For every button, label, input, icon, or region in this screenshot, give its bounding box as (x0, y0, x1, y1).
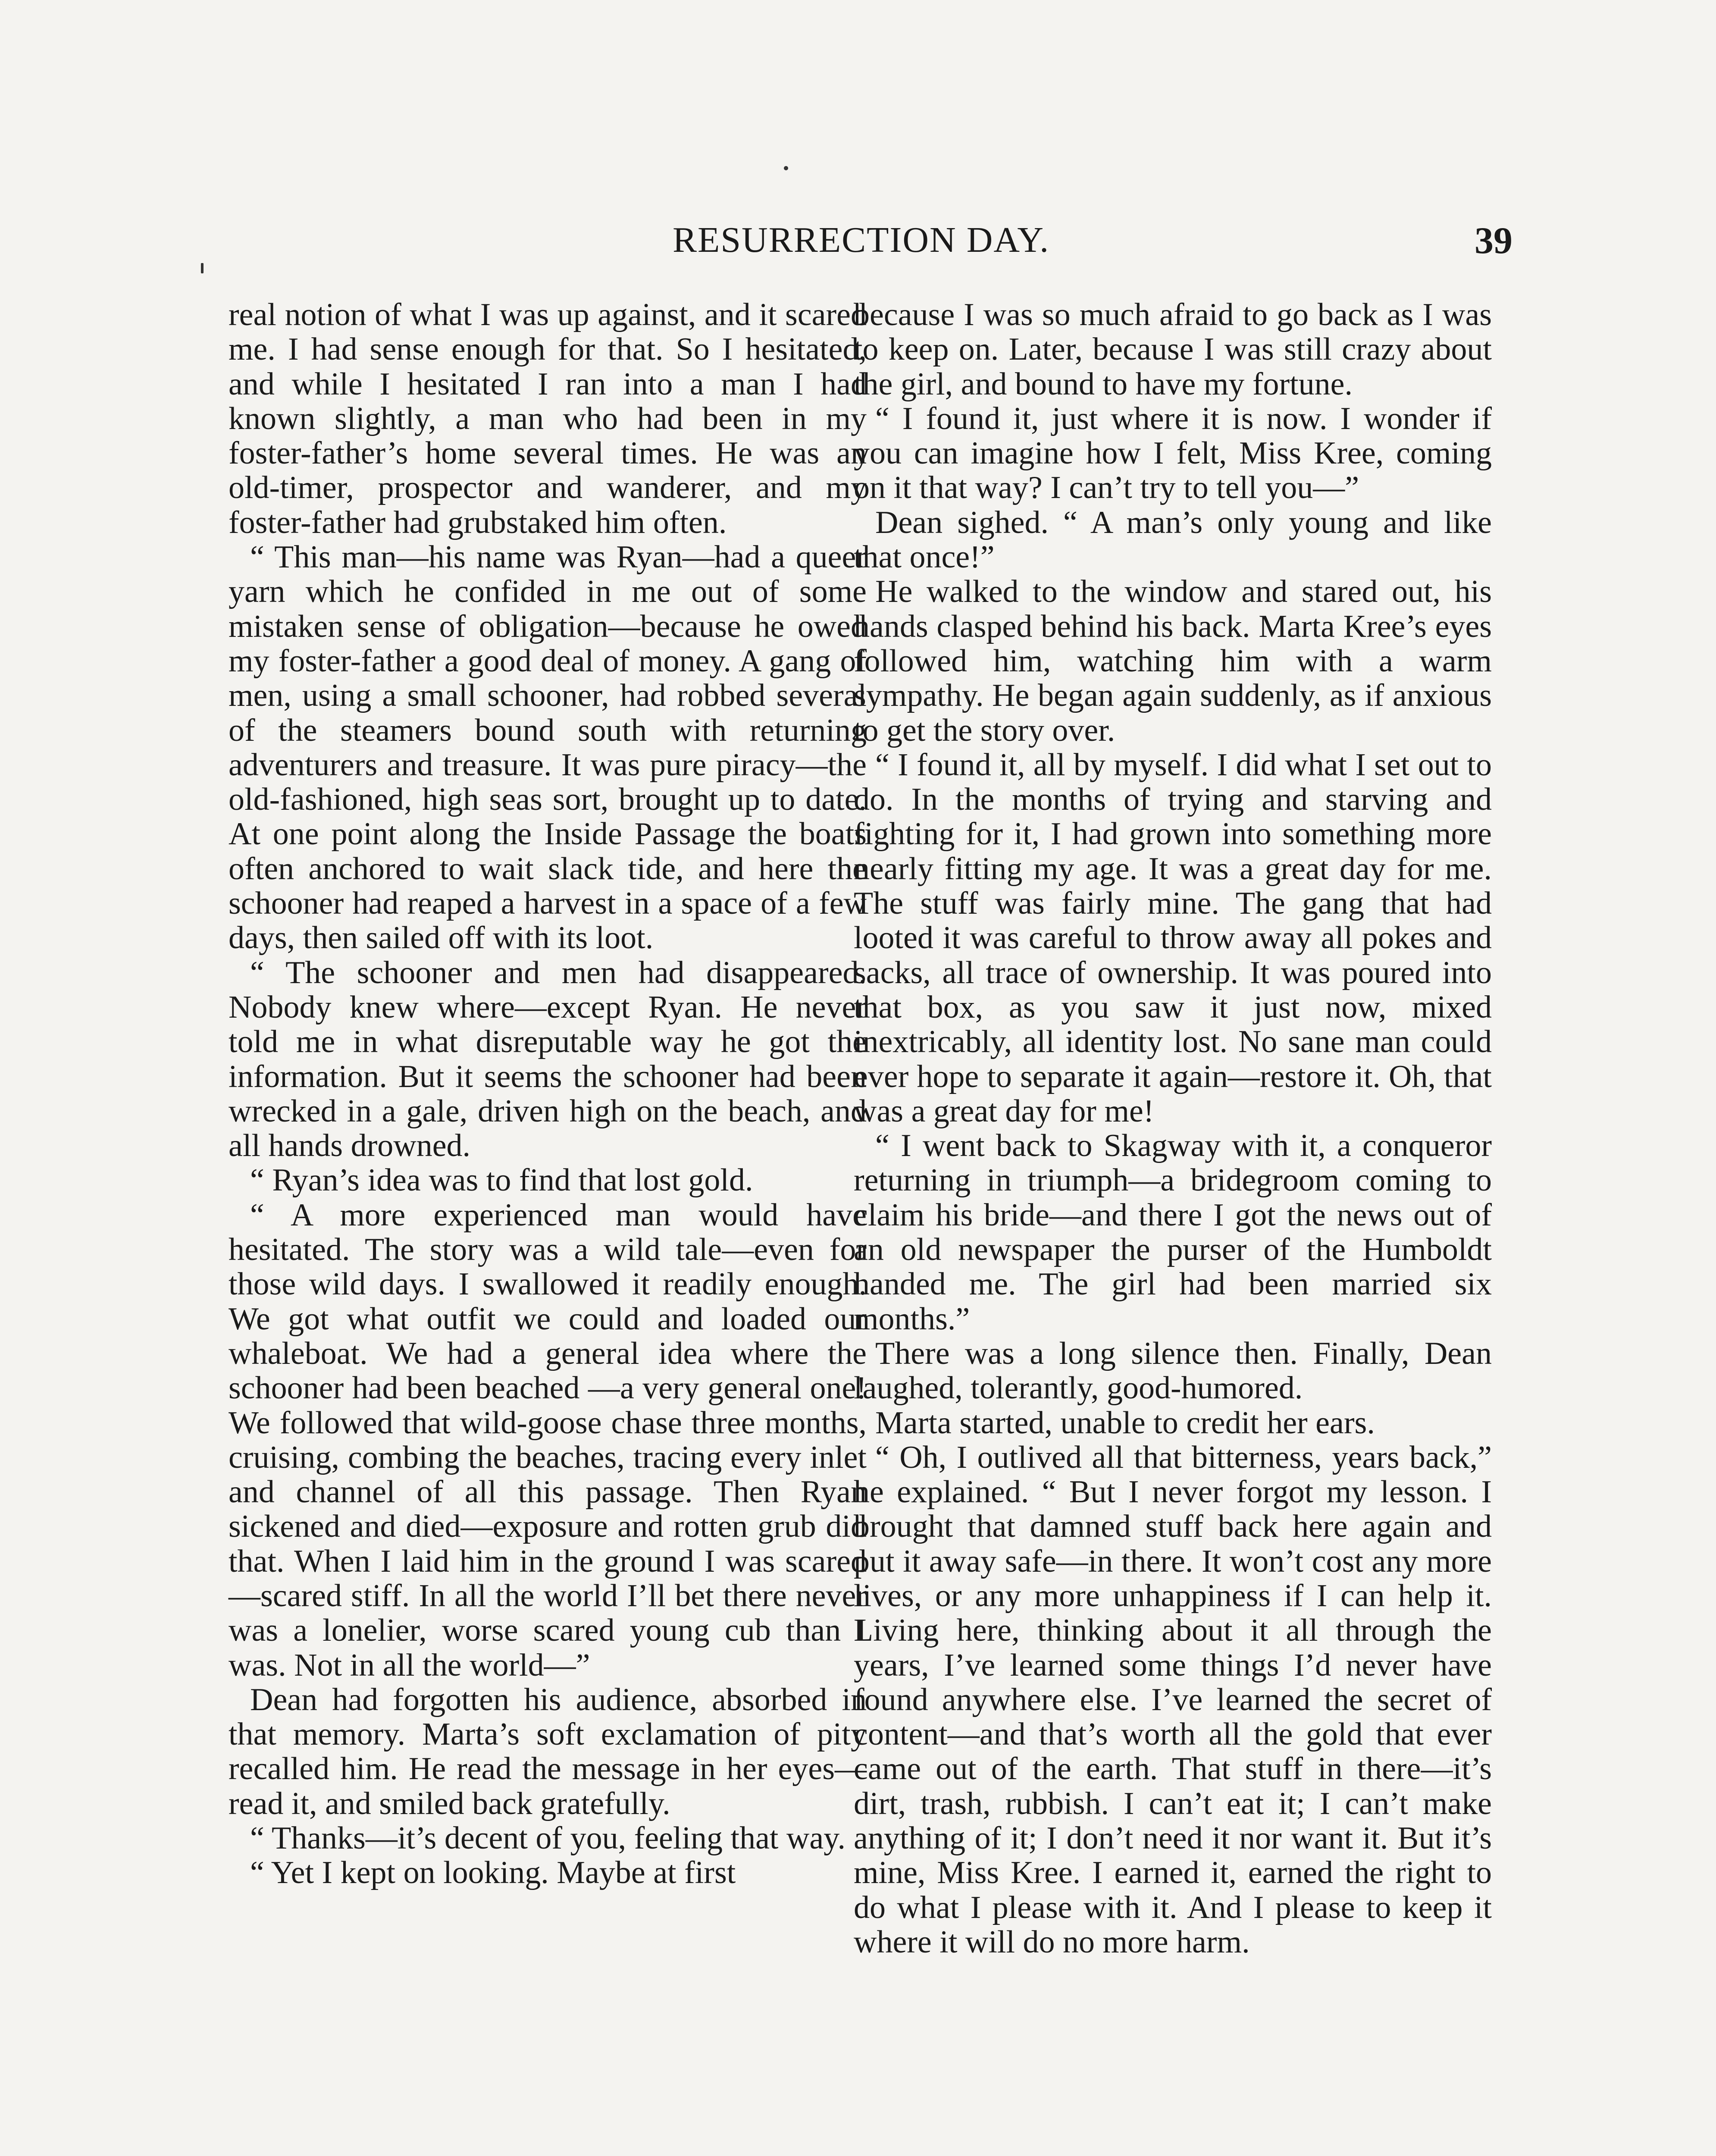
paragraph: “ This man—his name was Ryan—had a queer yarn which he confided in me out of some mistaken sense of obligation—because he owed my foster-father a good deal of money. A gang of men, using a small schooner, had robbed several of the steamers bound south with returning adventurers and treasure. It was pure piracy—the old-fashioned, high seas sort, brought up to date. At one point along the Inside Passage the boats often anchored to wait slack tide, and here the schooner had reaped a harvest in a space of a few days, then sailed off with its loot. (229, 539, 867, 956)
paragraph: “ The schooner and men had disappeared. Nobody knew where—except Ryan. He never told me in what disreputable way he got the information. But it seems the schooner had been wrecked in a gale, driven high on the beach, and all hands drowned. (229, 955, 867, 1164)
paragraph: “ I found it, all by myself. I did what I set out to do. In the months of trying and starving and fighting for it, I had grown into something more nearly fitting my age. It was a great day for me. The stuff was fairly mine. The gang that had looted it was careful to throw away all pokes and sacks, all trace of ownership. It was poured into that box, as you saw it just now, mixed inextricably, all identity lost. No sane man could ever hope to separate it again—restore it. Oh, that was a great day for me! (854, 747, 1492, 1129)
paragraph: “ A more experienced man would have hesitated. The story was a wild tale—even for those wild days. I swallowed it readily enough. We got what outfit we could and loaded our whaleboat. We had a general idea where the schooner had been beached —a very general one! We followed that wild-goose chase three months, cruising, combing the beaches, tracing every inlet and channel of all this passage. Then Ryan sickened and died—exposure and rotten grub did that. When I laid him in the ground I was scared—scared stiff. In all the world I’ll bet there never was a lonelier, worse scared young cub than I was. Not in all the world—” (229, 1197, 867, 1683)
paragraph: “ I found it, just where it is now. I wonder if you can imagine how I felt, Miss Kree, coming on it that way? I can’t try to tell you—” (854, 401, 1492, 506)
paragraph: “ Yet I kept on looking. Maybe at first (250, 1855, 736, 1891)
paragraph: Marta started, unable to credit her ears. (875, 1405, 1375, 1441)
print-speck (784, 166, 788, 170)
paragraph: real notion of what I was up against, and it scared me. I had sense enough for that. So I hesitated, and while I hesitated I ran into a man I had known slightly, a man who had been in my foster-father’s home several times. He was an old-timer, prospector and wanderer, and my foster-father had grubstaked him often. (229, 297, 867, 540)
paragraph: He walked to the window and stared out, his hands clasped behind his back. Marta Kree’s eyes followed him, watching him with a warm sympathy. He began again suddenly, as if anxious to get the story over. (854, 574, 1492, 748)
paragraph: Dean sighed. “ A man’s only young and like that once!” (854, 505, 1492, 575)
paragraph: “ Ryan’s idea was to find that lost gold. (250, 1163, 753, 1198)
paragraph: Dean had forgotten his audience, absorbed in that memory. Marta’s soft exclamation of pity recalled him. He read the message in her eyes—read it, and smiled back gratefully. (229, 1682, 867, 1821)
paragraph: “ Oh, I outlived all that bitterness, years back,” he explained. “ But I never forgot my lesson. I brought that damned stuff back here again and put it away safe—in there. It won’t cost any more lives, or any more unhappiness if I can help it. Living here, thinking about it all through the years, I’ve learned some things I’d never have found anywhere else. I’ve learned the secret of content—and that’s worth all the gold that ever came out of the earth. That stuff in there—it’s dirt, trash, rubbish. I can’t eat it; I can’t make anything of it; I don’t need it nor want it. But it’s mine, Miss Kree. I earned it, earned the right to do what I please with it. And I please to keep it where it will do no more harm. (854, 1439, 1492, 1960)
running-title: RESURRECTION DAY. (673, 220, 1050, 260)
paragraph: because I was so much afraid to go back as I was to keep on. Later, because I was still crazy about the girl, and bound to have my fortune. (854, 297, 1492, 402)
page-number: 39 (1475, 220, 1512, 262)
paragraph: “ Thanks—it’s decent of you, feeling that way. (250, 1821, 845, 1856)
paragraph: There was a long silence then. Finally, Dean laughed, tolerantly, good-humored. (854, 1335, 1492, 1406)
print-speck (201, 263, 204, 273)
right-column (854, 298, 1492, 1959)
left-column (229, 298, 867, 1890)
paragraph: “ I went back to Skagway with it, a conqueror returning in triumph—a bridegroom coming to claim his bride—and there I got the news out of an old newspaper the purser of the Humboldt handed me. The girl had been married six months.” (854, 1128, 1492, 1337)
